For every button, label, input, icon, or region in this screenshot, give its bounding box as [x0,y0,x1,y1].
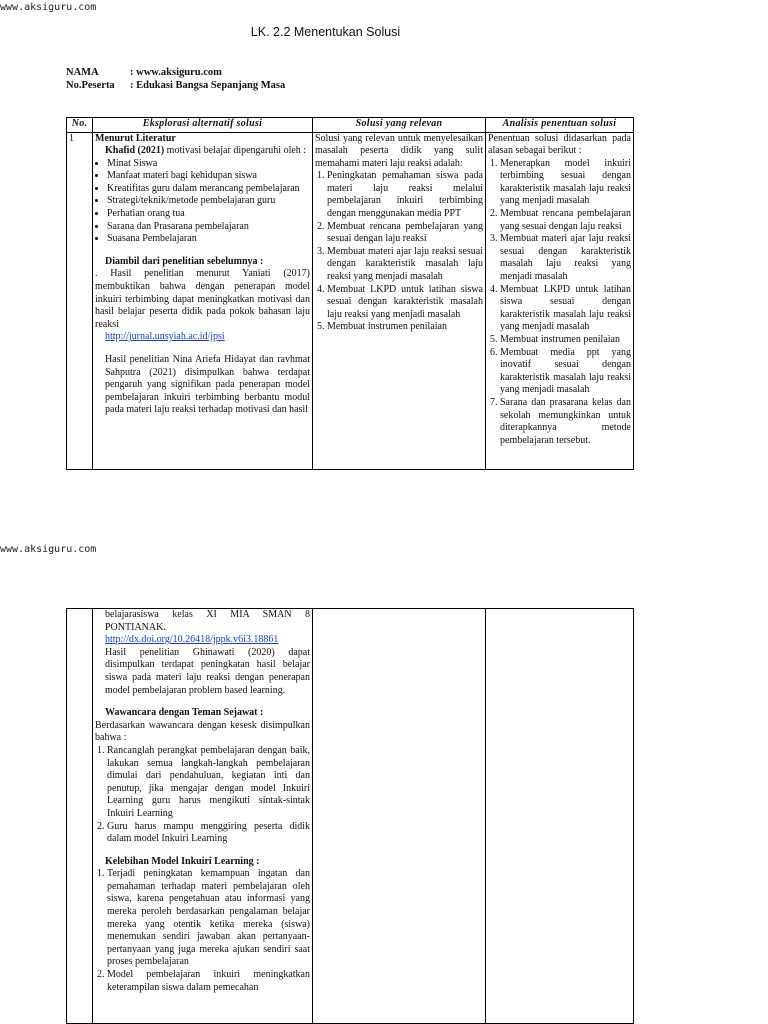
research-heading: Diambil dari penelitian sebelumnya : [105,255,264,267]
research-hidayat-continued: belajarasiswa kelas XI MIA SMAN 8 PONTIANAK. [105,609,310,633]
watermark-top: www.aksiguru.com [0,2,97,13]
list-item: 4. Membuat LKPD untuk latihan siswa sesuai dengan karakteristik masalah laju reaksi yang menjadi masalah [327,284,483,322]
solution-table-continued [66,608,634,1024]
list-item: • Sarana dan Prasarana pembelajaran [107,221,310,234]
meta-peserta [66,80,285,91]
wawancara-intro: Berdasarkan wawancara dengan kesesk disimpulkan bahwa : [95,719,310,744]
wawancara-heading: Wawancara dengan Teman Sejawat : [105,707,264,719]
list-item: 1. Peningkatan pemahaman siswa pada materi laju reaksi melalui pembelajaran inkuiri terbimbing dengan menggunakan media PPT [327,170,483,220]
list-item: • Minat Siswa [107,158,310,171]
list-item: 3. Membuat materi ajar laju reaksi sesuai dengan karakteristik masalah laju reaksi yang menjadi masalah [327,246,483,284]
literature-heading: Menurut Literatur [95,132,176,144]
nama-label: NAMA [66,67,99,78]
solution-table [66,117,634,470]
literature-intro [95,145,310,158]
meta-nama [66,67,222,78]
motivation-factors-list [95,158,310,246]
list-item: 7. Sarana dan prasarana kelas dan sekolah memungkinkan untuk diterapkannya metode pembelajaran tersebut. [500,397,631,447]
peserta-label: No.Peserta [66,80,115,91]
literature-intro-text: motivasi belajar dipengaruhi oleh : [164,145,307,157]
list-item: 5. Membuat instrumen penilaian [500,334,631,347]
col-solusi-empty [313,609,486,1024]
jurnal-link[interactable]: http://jurnal.unsyiah.ac.id/jpsi [105,331,225,343]
list-item: 2. Membuat rencana pembelajaran yang sesuai dengan laju reaksi [500,208,631,233]
header-eksplorasi: Eksplorasi alternatif solusi [93,118,313,133]
col-analisis [486,132,634,469]
nama-value: : www.aksiguru.com [130,67,222,78]
row-number-empty [67,609,93,1024]
list-item: 5. Membuat instrumen penilaian [327,321,483,334]
list-item: 3. Membuat materi ajar laju reaksi sesuai dengan karakteristik masalah laju reaksi yang menjadi masalah [500,233,631,283]
solusi-list [315,170,483,334]
list-item: • Kreatifitas guru dalam merancang pembelajaran [107,183,310,196]
col-solusi [313,132,486,469]
doi-link[interactable]: http://dx.doi.org/10.26418/jppk.v6i3.18861 [105,634,279,646]
table-row [67,609,634,1024]
list-item: 1. Menerapkan model inkuiri terbimbing sesuai dengan karakteristik masalah laju reaksi yang menjadi masalah [500,158,631,208]
literature-author: Khafid (2021) [105,145,165,157]
research-hidayat: Hasil penelitian Nina Ariefa Hidayat dan ravhmat Sahputra (2021) disimpulkan bahwa terdapat pengaruh yang signifikan pada penerapan model pembelajaran inkuiri terbimbing berbantu modul pada materi laju reaksi terhadap motivasi dan hasil [105,354,310,416]
row-number: 1 [67,132,93,469]
list-item: 1. Rancanglah perangkat pembelajaran dengan baik, lakukan semua langkah-langkah pembelajaran dimulai dari pendahuluan, kegiatan inti dan penutup, jika mengajar dengan model Inkuiri Learning guru harus mengikuti sintak-sintak Inkuiri Learning [107,745,310,821]
kelebihan-heading: Kelebihan Model Inkuiri Learning : [105,855,260,867]
list-item: 2. Model pembelajaran inkuiri meningkatkan keterampilan siswa dalam pemecahan [107,969,310,994]
page-title: LK. 2.2 Menentukan Solusi [250,25,401,39]
list-item: 6. Membuat media ppt yang inovatif sesuai dengan karakteristik masalah laju reaksi yang menjadi masalah [500,347,631,397]
peserta-value: : Edukasi Bangsa Sepanjang Masa [130,80,286,91]
list-item: • Strategi/teknik/metode pembelajaran guru [107,195,310,208]
list-item: • Suasana Pembelajaran [107,233,310,246]
kelebihan-list [95,868,310,994]
list-item: • Manfaat materi bagi kehidupan siswa [107,170,310,183]
col-eksplorasi [93,132,313,469]
header-solusi: Solusi yang relevan [313,118,486,133]
list-item: 1. Terjadi peningkatan kemampuan ingatan dan pemahaman terhadap materi pembelajaran oleh siswa, karena pengetahuan atau informasi yang mereka peroleh berdasarkan pengalaman belajar mereka yang otentik ketika mereka (siswa) menemukan sendiri jawaban akan pertanyaan-pertanyaan yang juga mereka ajukan sendiri saat proses pembelajaran [107,868,310,969]
col-eksplorasi-continued [93,609,313,1024]
wawancara-list [95,745,310,846]
analisis-list [488,158,631,448]
table-header-row [67,118,634,133]
analisis-intro: Penentuan solusi didasarkan pada alasan sebagai berikut : [488,132,631,157]
table-row [67,132,634,469]
col-analisis-empty [486,609,634,1024]
header-no: No. [67,118,93,133]
list-item: • Perhatian orang tua [107,208,310,221]
list-item: 2. Membuat rencana pembelajaran yang sesuai dengan laju reaksi [327,221,483,246]
research-ghinawati: Hasil penelitian Ghinawati (2020) dapat disimpulkan terdapat peningkatan hasil belajar siswa pada materi laju reaksi dengan penerapan model pembelajaran problem based learning. [105,646,310,696]
research-yaniati: . Hasil penelitian menurut Yaniati (2017) membuktikan bahwa dengan penerapan model inkuiri terbimbing dapat meningkatkan motivasi dan hasil belajar peserta didik pada pokok bahasan laju reaksi [95,268,310,330]
watermark-middle: www.aksiguru.com [0,544,97,555]
list-item: 2. Guru harus mampu menggiring peserta didik dalam model Inkuiri Learning [107,821,310,846]
solusi-intro: Solusi yang relevan untuk menyelesaikan masalah peserta didik yang sulit memahami materi laju reaksi adalah: [315,132,483,169]
list-item: 4. Membuat LKPD untuk latihan siswa sesuai dengan karakteristik masalah laju reaksi yang menjadi masalah [500,284,631,334]
header-analisis: Analisis penentuan solusi [486,118,634,133]
